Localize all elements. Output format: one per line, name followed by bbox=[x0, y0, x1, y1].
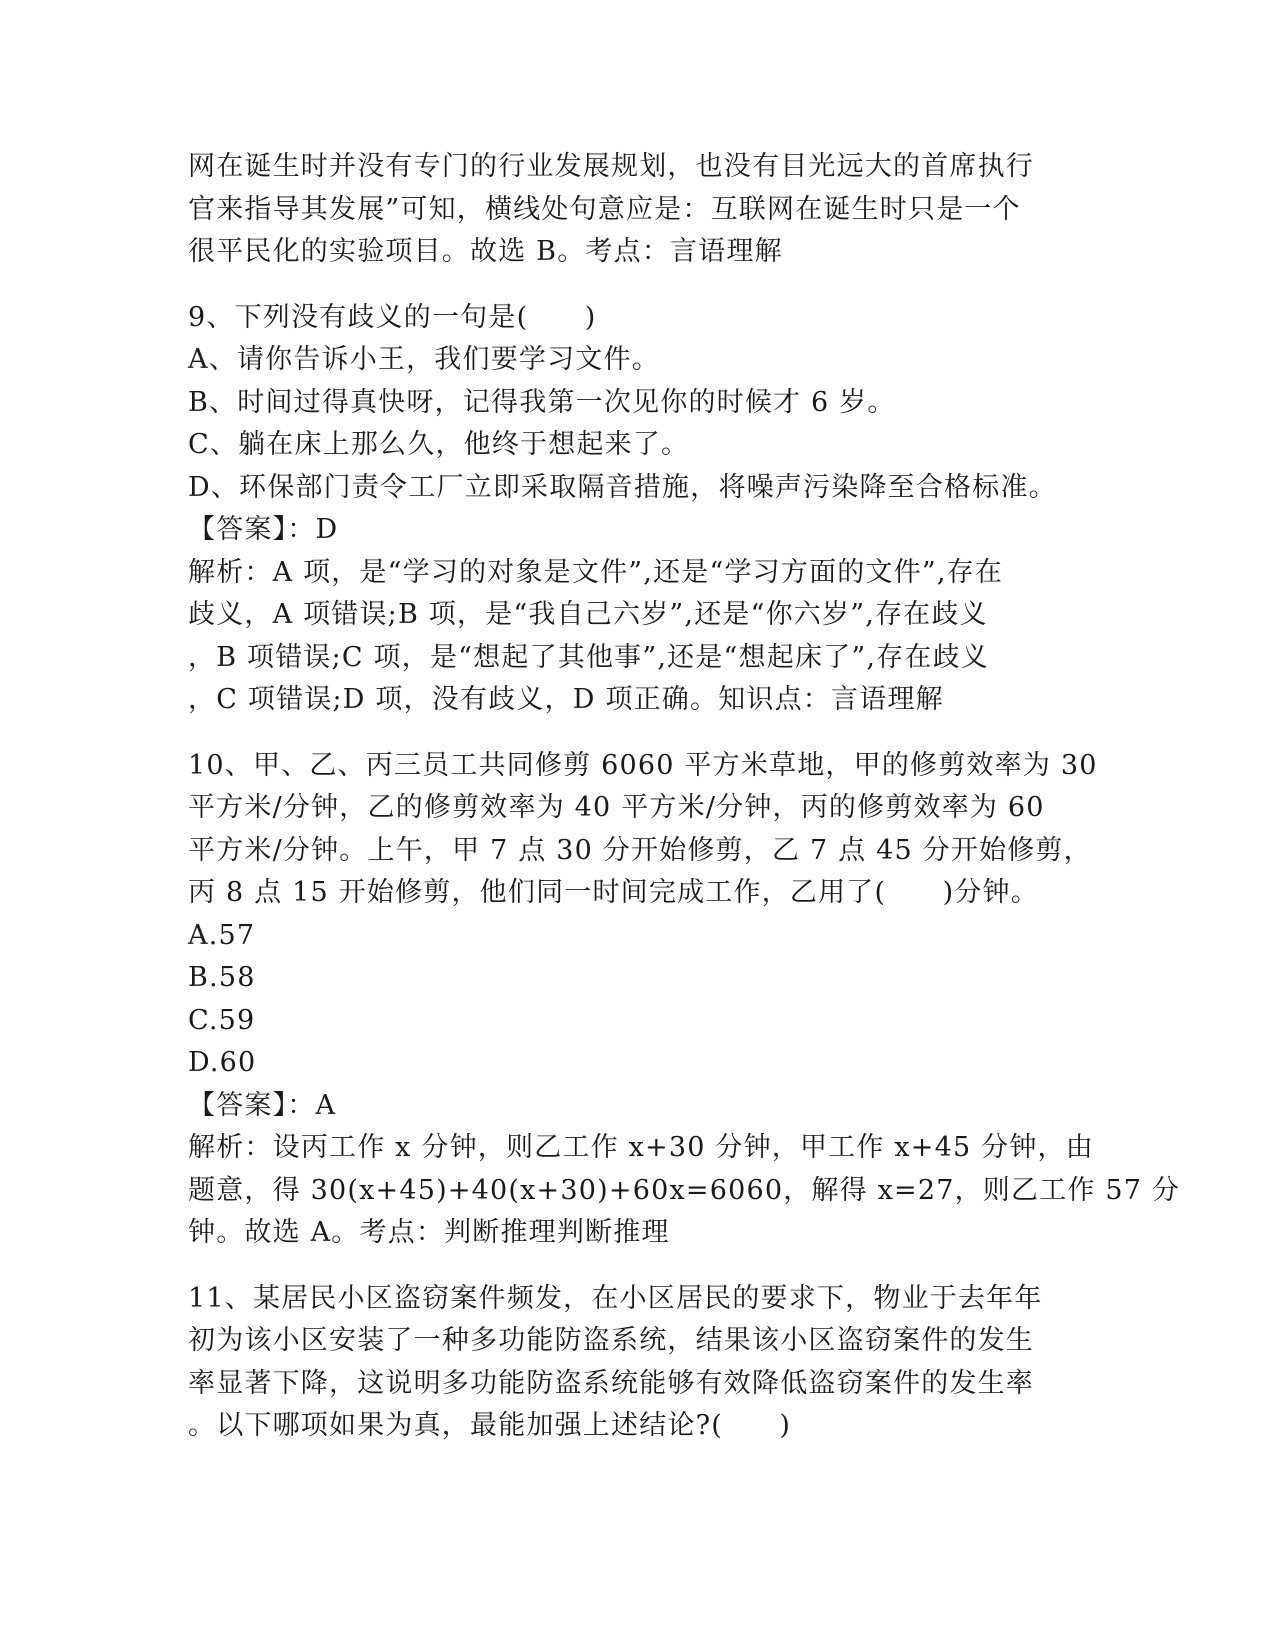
question-stem: 11、某居民小区盗窃案件频发，在小区居民的要求下，物业于去年年 bbox=[188, 1282, 1043, 1314]
text-line: 网在诞生时并没有专门的行业发展规划，也没有目光远大的首席执行 bbox=[188, 151, 1034, 182]
question-stem: 。以下哪项如果为真，最能加强上述结论?( ) bbox=[188, 1410, 792, 1441]
question-stem: 初为该小区安装了一种多功能防盗系统，结果该小区盗窃案件的发生 bbox=[188, 1325, 1034, 1356]
question-11 bbox=[188, 1278, 1088, 1448]
option-d: D、环保部门责令工厂立即采取隔音措施，将噪声污染降至合格标准。 bbox=[188, 471, 1057, 503]
answer-label: 【答案】：A bbox=[188, 1089, 337, 1121]
option-a: A、请你告诉小王，我们要学习文件。 bbox=[188, 344, 660, 375]
question-9 bbox=[188, 297, 1088, 722]
option-a: A.57 bbox=[188, 919, 256, 951]
explanation-line: 钟。故选 A。考点：判断推理判断推理 bbox=[188, 1217, 670, 1248]
question-stem: 10、甲、乙、丙三员工共同修剪 6060 平方米草地，甲的修剪效率为 30 bbox=[188, 749, 1098, 781]
explanation-line: ，B 项错误;C 项，是“想起了其他事”,还是“想起床了”,存在歧义 bbox=[188, 641, 989, 673]
explanation-line: 解析：A 项，是“学习的对象是文件”,还是“学习方面的文件”,存在 bbox=[188, 556, 1004, 588]
document-page bbox=[188, 146, 1181, 1448]
option-b: B、时间过得真快呀，记得我第一次见你的时候才 6 岁。 bbox=[188, 386, 896, 418]
question-stem: 平方米/分钟，乙的修剪效率为 40 平方米/分钟，丙的修剪效率为 60 bbox=[188, 792, 1045, 823]
question-stem: 率显著下降，这说明多功能防盗系统能够有效降低盗窃案件的发生率 bbox=[188, 1367, 1034, 1399]
option-c: C.59 bbox=[188, 1004, 256, 1036]
option-d: D.60 bbox=[188, 1047, 257, 1078]
answer-label: 【答案】：D bbox=[188, 514, 339, 545]
text-line: 很平民化的实验项目。故选 B。考点：言语理解 bbox=[188, 236, 783, 267]
option-b: B.58 bbox=[188, 962, 256, 993]
explanation-line: 解析：设丙工作 x 分钟，则乙工作 x+30 分钟，甲工作 x+45 分钟，由 bbox=[188, 1132, 1094, 1163]
question-stem: 丙 8 点 15 开始修剪，他们同一时间完成工作，乙用了( )分钟。 bbox=[188, 877, 1039, 908]
question-stem: 平方米/分钟。上午，甲 7 点 30 分开始修剪，乙 7 点 45 分开始修剪， bbox=[188, 834, 1092, 866]
option-c: C、躺在床上那么久，他终于想起来了。 bbox=[188, 429, 690, 460]
text-line: 官来指导其发展”可知，横线处句意应是：互联网在诞生时只是一个 bbox=[188, 193, 1021, 225]
question-10 bbox=[188, 745, 1181, 1255]
explanation-line: 歧义，A 项错误;B 项，是“我自己六岁”,还是“你六岁”,存在歧义 bbox=[188, 599, 988, 630]
explanation-line: ，C 项错误;D 项，没有歧义，D 项正确。知识点：言语理解 bbox=[188, 684, 944, 715]
previous-question-explanation bbox=[188, 146, 1088, 274]
question-stem: 9、下列没有歧义的一句是( ) bbox=[188, 301, 597, 333]
explanation-line: 题意，得 30(x+45)+40(x+30)+60x=6060，解得 x=27，则乙工作 57 分 bbox=[188, 1174, 1181, 1206]
